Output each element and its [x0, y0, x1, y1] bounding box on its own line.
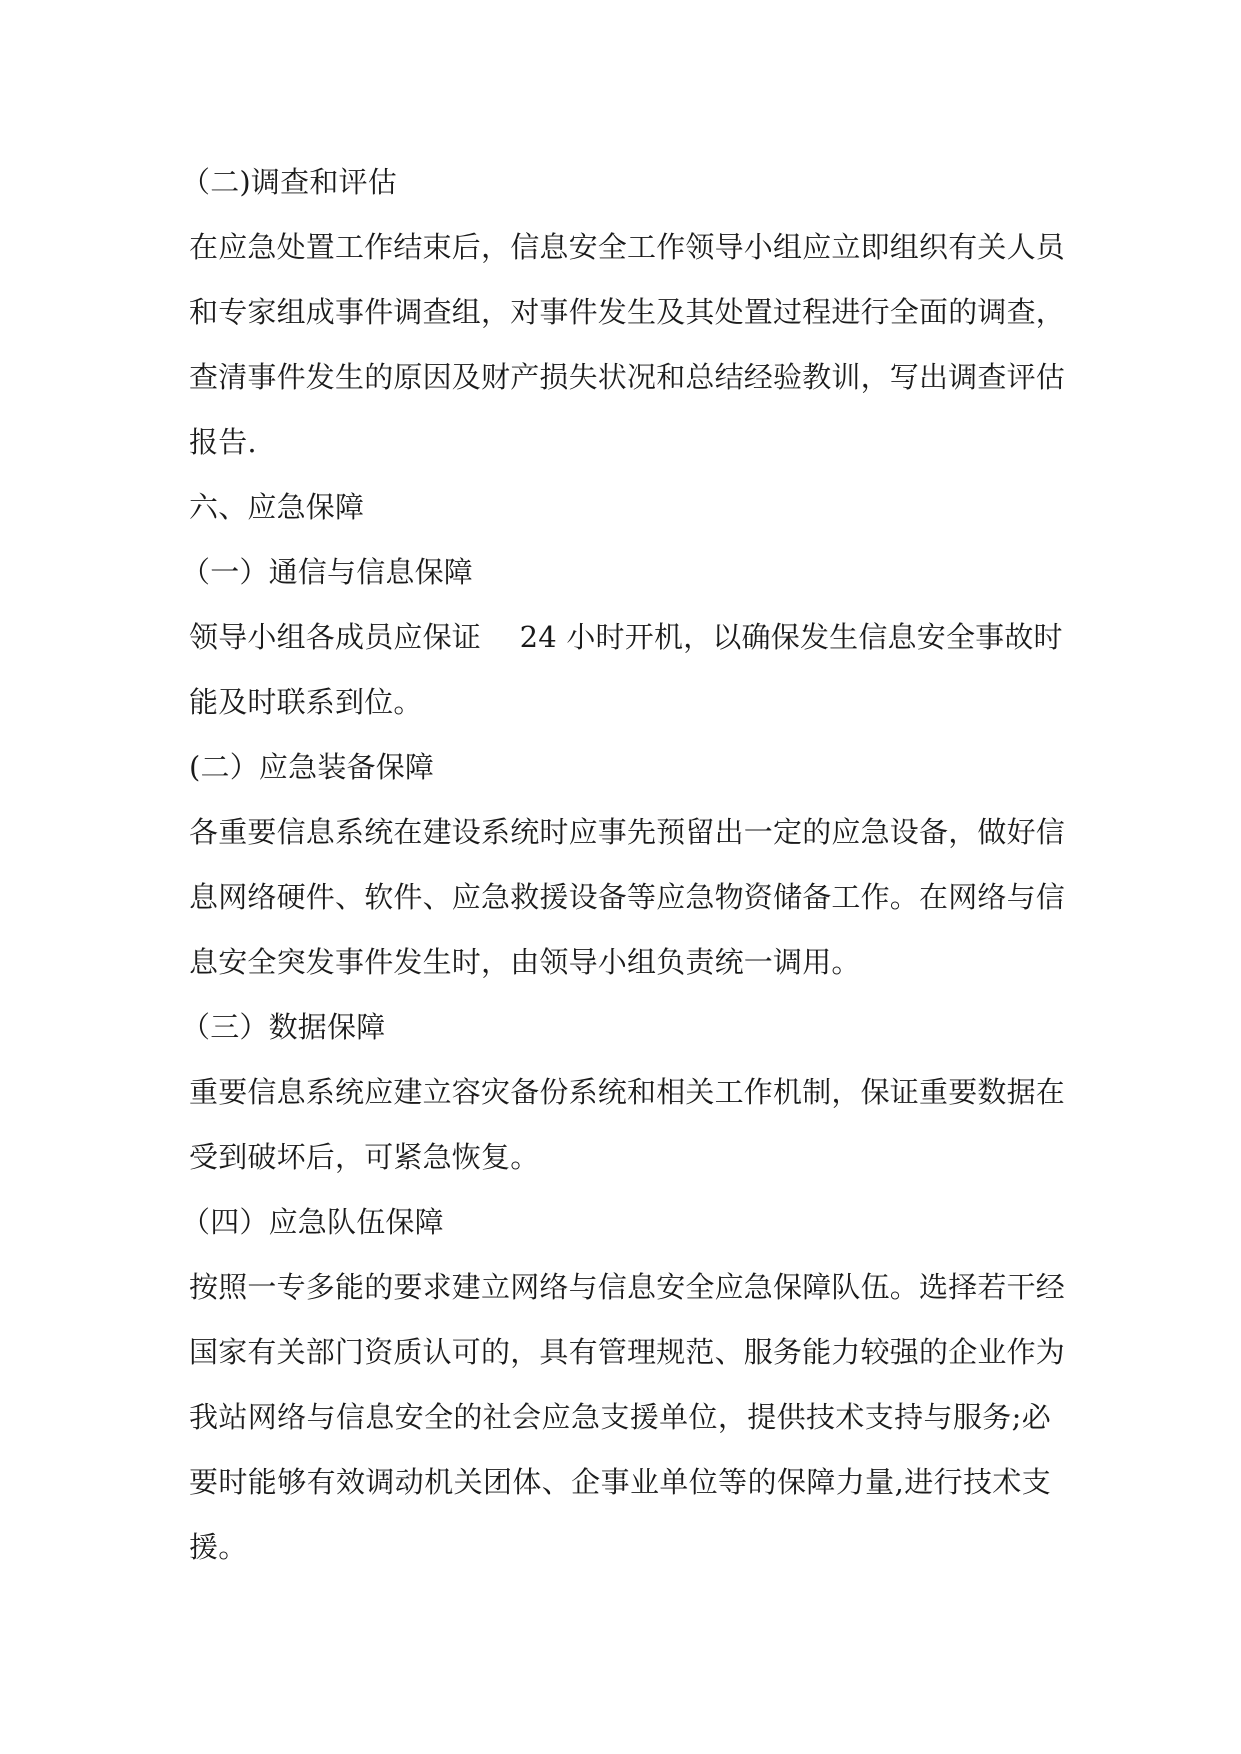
paragraph-line: 能及时联系到位。 — [189, 685, 423, 719]
paragraph-line: 国家有关部门资质认可的，具有管理规范、服务能力较强的企业作为 — [189, 1335, 1066, 1369]
paragraph-line: 援。 — [189, 1530, 248, 1564]
paragraph-line: 息网络硬件、软件、应急救援设备等应急物资储备工作。在网络与信 — [189, 880, 1066, 914]
section-heading-communication: （一）通信与信息保障 — [181, 555, 474, 589]
paragraph-line: 领导小组各成员应保证 24 小时开机，以确保发生信息安全事故时 — [189, 620, 1063, 654]
paragraph-line: 在应急处置工作结束后，信息安全工作领导小组应立即组织有关人员 — [189, 230, 1066, 264]
paragraph-line: 报告. — [189, 425, 257, 459]
section-heading-emergency-support: 六、应急保障 — [189, 490, 365, 524]
paragraph-line: 查清事件发生的原因及财产损失状况和总结经验教训，写出调查评估 — [189, 360, 1066, 394]
section-heading-team: （四）应急队伍保障 — [181, 1205, 444, 1239]
paragraph-line: 受到破坏后，可紧急恢复。 — [189, 1140, 540, 1174]
paragraph-line: 重要信息系统应建立容灾备份系统和相关工作机制，保证重要数据在 — [189, 1075, 1066, 1109]
paragraph-line: 各重要信息系统在建设系统时应事先预留出一定的应急设备，做好信 — [189, 815, 1066, 849]
section-heading-data: （三）数据保障 — [181, 1010, 386, 1044]
paragraph-line: 息安全突发事件发生时，由领导小组负责统一调用。 — [189, 945, 861, 979]
paragraph-line: 和专家组成事件调查组，对事件发生及其处置过程进行全面的调查， — [189, 295, 1066, 329]
section-heading-equipment: (二）应急装备保障 — [189, 750, 435, 784]
section-heading-investigation: （二)调查和评估 — [181, 165, 397, 199]
paragraph-line: 要时能够有效调动机关团体、企事业单位等的保障力量,进行技术支 — [189, 1465, 1051, 1499]
paragraph-line: 按照一专多能的要求建立网络与信息安全应急保障队伍。选择若干经 — [189, 1270, 1066, 1304]
paragraph-line: 我站网络与信息安全的社会应急支援单位，提供技术支持与服务;必 — [189, 1400, 1051, 1434]
